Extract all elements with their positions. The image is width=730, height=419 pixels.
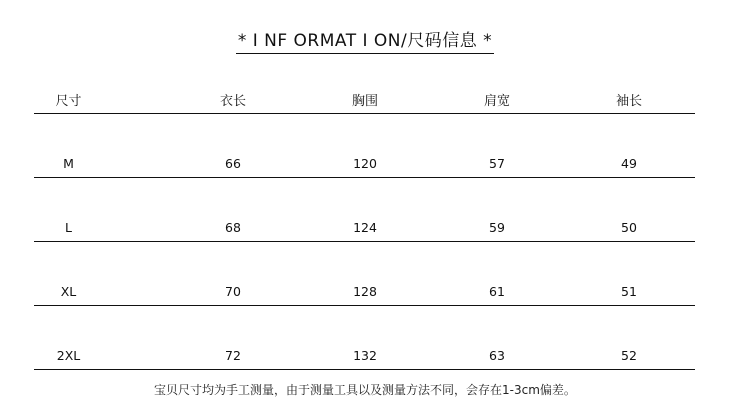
header-shoulder: 肩宽 <box>431 85 563 114</box>
table-header-row <box>34 85 695 114</box>
cell-size: L <box>34 178 167 242</box>
cell-shoulder: 57 <box>431 114 563 178</box>
cell-chest: 124 <box>299 178 431 242</box>
cell-shoulder: 61 <box>431 242 563 306</box>
page-title-block <box>0 30 730 54</box>
cell-sleeve: 51 <box>563 242 695 306</box>
cell-sleeve: 50 <box>563 178 695 242</box>
cell-size: 2XL <box>34 306 167 370</box>
header-size: 尺寸 <box>34 85 167 114</box>
cell-shoulder: 63 <box>431 306 563 370</box>
size-chart-table <box>34 85 695 370</box>
table-row <box>34 306 695 370</box>
page-title: * I NF ORMAT I ON/尺码信息 * <box>236 30 494 54</box>
cell-sleeve: 49 <box>563 114 695 178</box>
cell-chest: 120 <box>299 114 431 178</box>
cell-sleeve: 52 <box>563 306 695 370</box>
header-sleeve: 袖长 <box>563 85 695 114</box>
header-length: 衣长 <box>167 85 299 114</box>
cell-length: 70 <box>167 242 299 306</box>
cell-chest: 132 <box>299 306 431 370</box>
header-chest: 胸围 <box>299 85 431 114</box>
measurement-note: 宝贝尺寸均为手工测量，由于测量工具以及测量方法不同，会存在1-3cm偏差。 <box>154 383 576 397</box>
cell-size: XL <box>34 242 167 306</box>
cell-length: 68 <box>167 178 299 242</box>
table-row <box>34 242 695 306</box>
cell-length: 72 <box>167 306 299 370</box>
cell-size: M <box>34 114 167 178</box>
cell-chest: 128 <box>299 242 431 306</box>
table-row <box>34 178 695 242</box>
cell-shoulder: 59 <box>431 178 563 242</box>
cell-length: 66 <box>167 114 299 178</box>
table-row <box>34 114 695 178</box>
